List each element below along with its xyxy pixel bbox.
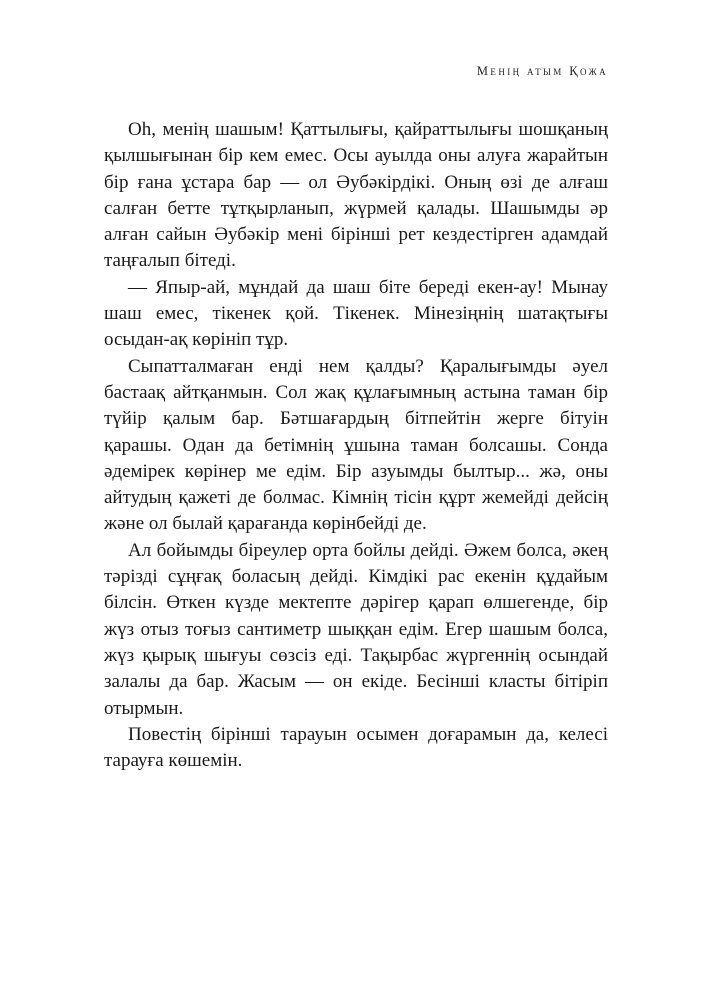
- paragraph: Oh, менің шашым! Қаттылығы, қайраттылығы шошқаның қылшығынан бір кем емес. Осы ауылда оны алуға жарайтын бір ғана ұстара бар — ол Әубәкірдікі. Оның өзі де алғаш салған бетте тұтқырланып, жүрмей қалады. Шашымды әр алған сайын Әубәкір мені бірінші рет кездестірген адамдай таңғалып бітеді.: [104, 119, 608, 272]
- running-header-title: Менің атым Қожа: [476, 64, 608, 78]
- paragraph: Повестің бірінші тарауын осымен доғарамын да, келесі тарауға көшемін.: [104, 723, 608, 772]
- paragraph: Сыпатталмаған енді нем қалды? Қаралығымды әуел бастаақ айтқанмын. Сол жақ құлағымның астына таман бір түйір қалым бар. Бәтшағардың бітпейтін жерге бітуін қарашы. Одан да бетімнің ұшына таман болсашы. Сонда әдемірек көрінер ме едім. Бір азуымды былтыр... жә, оны айтудың қажеті де болмас. Кімнің тісін құрт жемейді дейсің және ол былай қарағанда көрінбейді де.: [104, 355, 608, 535]
- paragraph: Ал бойымды біреулер орта бойлы дейді. Әжем болса, әкең тәрізді сұңғақ боласың дейді. Кімдікі рас екенін құдайым білсін. Өткен күзде мектепте дәрігер қарап өлшегенде, бір жүз отыз тоғыз сантиметр шыққан едім. Егер шашым болса, жүз қырық шығуы сөзсіз еді. Тақырбас жүргеннің осындай залалы да бар. Жасым — он екіде. Бесінші класты бітіріп отырмын.: [104, 539, 608, 719]
- paragraph: — Япыр-ай, мұндай да шаш біте береді екен-ау! Мынау шаш емес, тікенек қой. Тікенек. Мінезіңнің шатақтығы осыдан-ақ көрініп тұр.: [104, 276, 608, 351]
- page-body-text: [104, 117, 608, 774]
